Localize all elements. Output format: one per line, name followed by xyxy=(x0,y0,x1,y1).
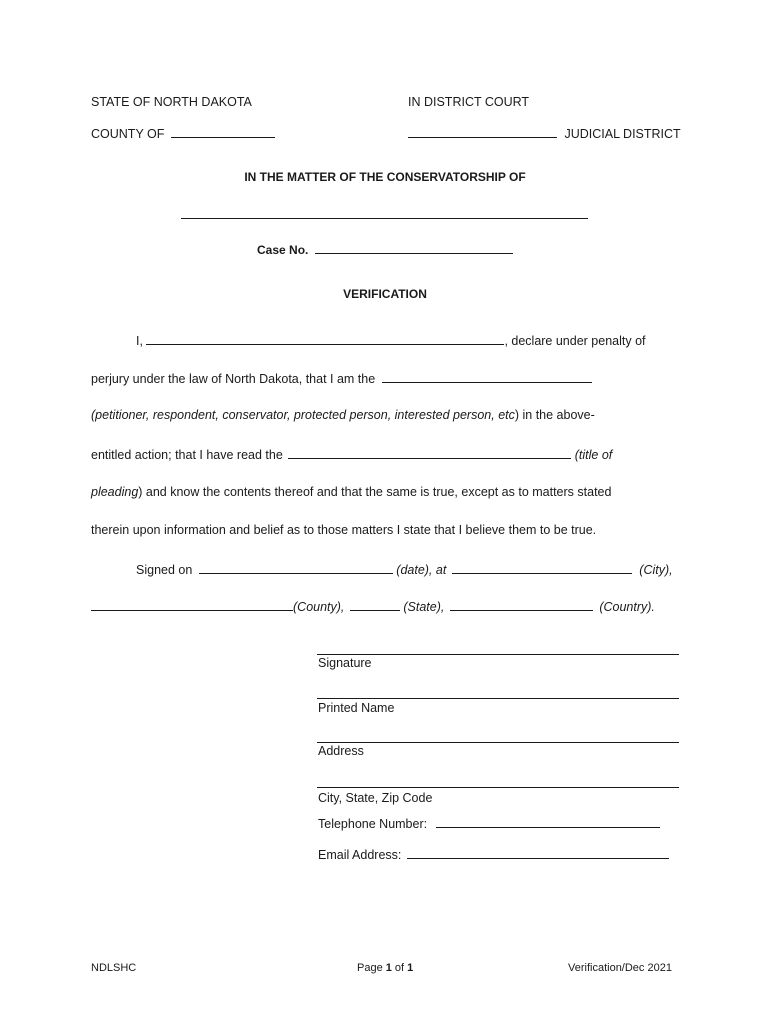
signed-on-label: Signed on xyxy=(136,563,193,577)
district-blank[interactable] xyxy=(408,125,557,138)
date-at-label: (date), at xyxy=(396,563,447,577)
declarant-name-blank[interactable] xyxy=(146,332,504,345)
court-heading: IN DISTRICT COURT xyxy=(408,95,530,109)
role-options: (petitioner, respondent, conservator, protected person, interested person, etc xyxy=(91,408,515,422)
email-blank[interactable] xyxy=(407,846,669,859)
signature-blank[interactable] xyxy=(317,654,679,655)
telephone-blank[interactable] xyxy=(436,815,660,828)
doc-title: VERIFICATION xyxy=(343,287,427,301)
district-label: JUDICIAL DISTRICT xyxy=(564,127,681,141)
footer-right: Verification/Dec 2021 xyxy=(568,962,672,974)
body-line-6 xyxy=(91,523,596,537)
email-line xyxy=(318,846,669,862)
page-total: 1 xyxy=(407,962,414,974)
read-text: entitled action; that I have read the xyxy=(91,448,283,462)
address-blank[interactable] xyxy=(317,742,679,743)
body-line-5 xyxy=(91,485,611,499)
declarant-prefix: I, xyxy=(136,334,143,348)
role-blank[interactable] xyxy=(382,370,592,383)
state-heading: STATE OF NORTH DAKOTA xyxy=(91,95,252,109)
state-word: (State), xyxy=(403,600,445,614)
role-text: perjury under the law of North Dakota, that I am the xyxy=(91,372,376,386)
telephone-line xyxy=(318,815,660,831)
country-word: (Country). xyxy=(599,600,655,614)
district-line xyxy=(408,125,681,141)
date-blank[interactable] xyxy=(199,561,393,574)
page-prefix: Page xyxy=(357,962,386,974)
telephone-label: Telephone Number: xyxy=(318,817,428,831)
page-number: 1 xyxy=(385,962,392,974)
body-line-1 xyxy=(136,332,646,348)
city-blank[interactable] xyxy=(452,561,632,574)
footer-left: NDLSHC xyxy=(91,962,137,974)
declare-text: , declare under penalty of xyxy=(504,334,646,348)
case-no-label: Case No. xyxy=(257,243,309,257)
matter-title: IN THE MATTER OF THE CONSERVATORSHIP OF xyxy=(244,170,526,184)
page-of: of xyxy=(391,962,408,974)
city-state-zip-blank[interactable] xyxy=(317,787,679,788)
printed-name-label: Printed Name xyxy=(318,701,395,715)
printed-name-blank[interactable] xyxy=(317,698,679,699)
signed-line xyxy=(136,561,673,577)
country-blank[interactable] xyxy=(450,598,593,611)
state-blank[interactable] xyxy=(350,598,400,611)
body-line-4 xyxy=(91,446,612,462)
title-of-text: (title of xyxy=(574,448,613,462)
contents-text: ) and know the contents thereof and that the same is true, except as to matters stated xyxy=(138,485,612,499)
city-label: (City), xyxy=(639,563,673,577)
location-line xyxy=(91,598,655,614)
signature-label: Signature xyxy=(318,656,372,670)
case-no-blank[interactable] xyxy=(315,241,513,254)
county-label: COUNTY OF xyxy=(91,127,165,141)
county-name-blank[interactable] xyxy=(91,598,293,611)
county-blank[interactable] xyxy=(171,125,275,138)
body-line-3 xyxy=(91,408,595,422)
case-no-line xyxy=(257,241,513,257)
email-label: Email Address: xyxy=(318,848,402,862)
city-state-zip-label: City, State, Zip Code xyxy=(318,791,433,805)
role-options-end: ) in the above- xyxy=(514,408,595,422)
page-indicator xyxy=(357,962,413,974)
matter-name-blank[interactable] xyxy=(181,218,588,219)
pleading-word: pleading xyxy=(91,485,139,499)
address-label: Address xyxy=(318,744,364,758)
county-line xyxy=(91,125,275,141)
pleading-title-blank[interactable] xyxy=(288,446,571,459)
county-word: (County), xyxy=(293,600,345,614)
body-line-2 xyxy=(91,370,592,386)
belief-text: therein upon information and belief as to those matters I state that I believe them to be true. xyxy=(91,523,597,537)
